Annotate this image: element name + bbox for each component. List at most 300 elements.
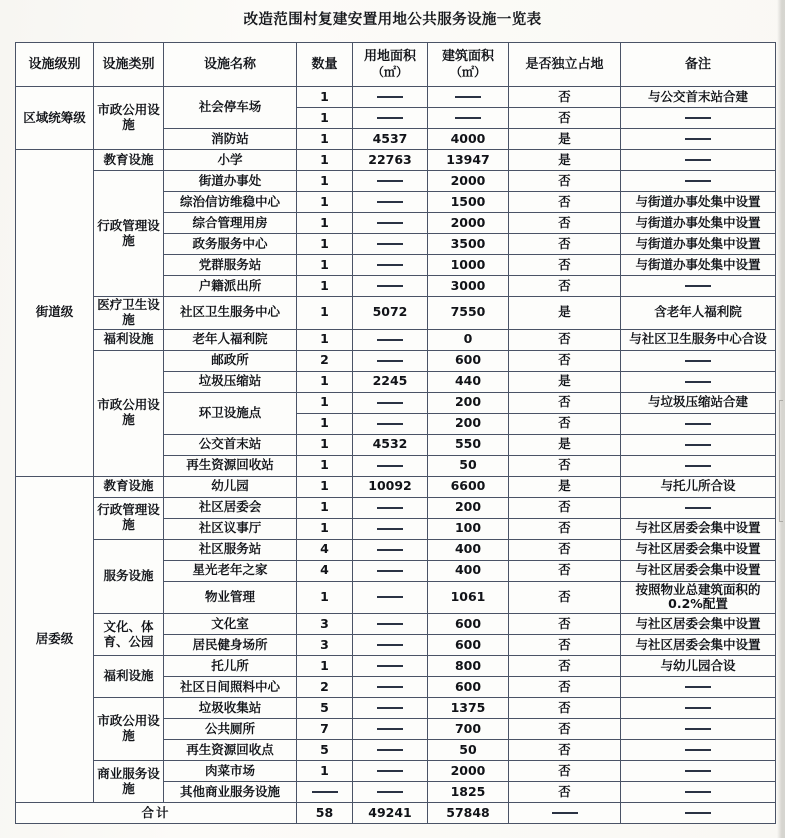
column-header-name: 设施名称 (164, 43, 297, 87)
cell-land-area (353, 276, 428, 297)
cell-remark: 与社区居委会集中设置 (621, 539, 776, 560)
cell-facility-category: 文化、体育、公园 (94, 614, 164, 656)
cell-facility-name: 垃圾收集站 (164, 698, 297, 719)
cell-total-remark (621, 803, 776, 824)
cell-land-area (353, 698, 428, 719)
cell-land-area (353, 413, 428, 434)
dash-mark (312, 791, 338, 793)
scan-edge-line-artifact (779, 400, 783, 522)
cell-remark: 与街道办事处集中设置 (621, 213, 776, 234)
cell-facility-name: 社区服务站 (164, 539, 297, 560)
dash-mark (685, 507, 711, 509)
cell-land-area (353, 635, 428, 656)
cell-independent: 否 (509, 677, 621, 698)
cell-quantity: 1 (297, 329, 353, 350)
cell-land-area: 4537 (353, 129, 428, 150)
dash-mark (377, 749, 403, 751)
cell-remark: 与社区卫生服务中心合设 (621, 329, 776, 350)
cell-quantity: 1 (297, 413, 353, 434)
dash-mark (685, 159, 711, 161)
header-row (16, 43, 776, 87)
cell-remark: 与幼儿园合设 (621, 656, 776, 677)
column-header-quantity: 数量 (297, 43, 353, 87)
cell-quantity: 5 (297, 698, 353, 719)
cell-land-area (353, 329, 428, 350)
dash-mark (377, 596, 403, 598)
table-row (16, 656, 776, 677)
cell-total-quantity: 58 (297, 803, 353, 824)
cell-facility-name: 户籍派出所 (164, 276, 297, 297)
cell-building-area: 1825 (428, 782, 509, 803)
cell-remark: 与街道办事处集中设置 (621, 234, 776, 255)
cell-independent: 否 (509, 455, 621, 476)
dash-mark (377, 402, 403, 404)
dash-mark (685, 381, 711, 383)
dash-mark (685, 180, 711, 182)
dash-mark (377, 770, 403, 772)
dash-mark (377, 644, 403, 646)
cell-land-area (353, 392, 428, 413)
cell-land-area (353, 234, 428, 255)
cell-building-area: 1000 (428, 255, 509, 276)
column-header-independent: 是否独立占地 (509, 43, 621, 87)
cell-facility-name: 肉菜市场 (164, 761, 297, 782)
dash-mark (685, 444, 711, 446)
cell-independent: 否 (509, 329, 621, 350)
cell-quantity: 1 (297, 476, 353, 497)
dash-mark (377, 264, 403, 266)
cell-remark (621, 740, 776, 761)
cell-quantity: 1 (297, 371, 353, 392)
cell-facility-category: 市政公用设施 (94, 87, 164, 150)
cell-remark (621, 782, 776, 803)
dash-mark (552, 812, 578, 814)
cell-quantity: 4 (297, 560, 353, 581)
cell-facility-name: 幼儿园 (164, 476, 297, 497)
cell-facility-category: 市政公用设施 (94, 698, 164, 761)
cell-independent: 是 (509, 434, 621, 455)
cell-independent: 否 (509, 635, 621, 656)
cell-remark: 与公交首末站合建 (621, 87, 776, 108)
cell-independent: 是 (509, 371, 621, 392)
dash-mark (377, 360, 403, 362)
dash-mark (685, 285, 711, 287)
dash-mark (377, 339, 403, 341)
table-row (16, 87, 776, 108)
cell-land-area (353, 192, 428, 213)
cell-facility-level: 居委级 (16, 476, 94, 803)
column-header-remark: 备注 (621, 43, 776, 87)
cell-land-area (353, 213, 428, 234)
cell-facility-category: 市政公用设施 (94, 350, 164, 476)
cell-building-area: 13947 (428, 150, 509, 171)
cell-independent: 否 (509, 171, 621, 192)
cell-facility-name: 政务服务中心 (164, 234, 297, 255)
dash-mark (377, 465, 403, 467)
cell-quantity: 1 (297, 234, 353, 255)
cell-independent: 否 (509, 560, 621, 581)
table-total-row (16, 803, 776, 824)
cell-facility-category: 教育设施 (94, 150, 164, 171)
cell-remark (621, 171, 776, 192)
dash-mark (377, 528, 403, 530)
cell-facility-name: 社会停车场 (164, 87, 297, 129)
dash-mark (685, 812, 711, 814)
cell-remark: 与垃圾压缩站合建 (621, 392, 776, 413)
cell-facility-level: 区域统筹级 (16, 87, 94, 150)
cell-quantity: 1 (297, 455, 353, 476)
cell-land-area (353, 761, 428, 782)
cell-remark (621, 719, 776, 740)
cell-facility-name: 公交首末站 (164, 434, 297, 455)
dash-mark (377, 285, 403, 287)
cell-independent: 否 (509, 392, 621, 413)
cell-land-area (353, 255, 428, 276)
cell-building-area: 600 (428, 635, 509, 656)
dash-mark (377, 117, 403, 119)
cell-quantity: 1 (297, 297, 353, 330)
cell-land-area: 22763 (353, 150, 428, 171)
cell-building-area: 50 (428, 455, 509, 476)
facilities-table (15, 42, 776, 824)
dash-mark (377, 665, 403, 667)
cell-facility-category: 商业服务设施 (94, 761, 164, 803)
cell-quantity: 1 (297, 171, 353, 192)
cell-independent: 否 (509, 698, 621, 719)
dash-mark (377, 96, 403, 98)
cell-facility-name: 垃圾压缩站 (164, 371, 297, 392)
column-header-category: 设施类别 (94, 43, 164, 87)
table-row (16, 350, 776, 371)
column-header-land-area (353, 43, 428, 87)
cell-building-area: 1061 (428, 581, 509, 614)
cell-land-area (353, 518, 428, 539)
cell-remark (621, 761, 776, 782)
cell-total-land-area: 49241 (353, 803, 428, 824)
table-row (16, 297, 776, 330)
cell-facility-name: 居民健身场所 (164, 635, 297, 656)
cell-building-area: 200 (428, 392, 509, 413)
cell-land-area (353, 581, 428, 614)
cell-land-area (353, 171, 428, 192)
column-header-building-area-unit: （㎡） (449, 64, 486, 79)
cell-quantity: 1 (297, 255, 353, 276)
cell-quantity: 1 (297, 392, 353, 413)
cell-quantity: 3 (297, 635, 353, 656)
cell-independent: 否 (509, 413, 621, 434)
cell-facility-name: 综合管理用房 (164, 213, 297, 234)
cell-independent: 否 (509, 656, 621, 677)
cell-facility-name: 托儿所 (164, 656, 297, 677)
cell-land-area (353, 350, 428, 371)
cell-quantity: 1 (297, 108, 353, 129)
dash-mark (377, 180, 403, 182)
cell-land-area (353, 740, 428, 761)
cell-total-independent (509, 803, 621, 824)
cell-facility-name: 街道办事处 (164, 171, 297, 192)
dash-mark (377, 570, 403, 572)
cell-independent: 否 (509, 192, 621, 213)
table-row (16, 150, 776, 171)
cell-remark (621, 455, 776, 476)
cell-building-area: 100 (428, 518, 509, 539)
cell-independent: 否 (509, 108, 621, 129)
cell-independent: 否 (509, 719, 621, 740)
dash-mark (377, 222, 403, 224)
cell-quantity: 1 (297, 87, 353, 108)
cell-land-area: 4532 (353, 434, 428, 455)
cell-building-area (428, 108, 509, 129)
cell-facility-name: 物业管理 (164, 581, 297, 614)
cell-building-area: 1500 (428, 192, 509, 213)
cell-quantity: 1 (297, 656, 353, 677)
cell-remark: 与街道办事处集中设置 (621, 255, 776, 276)
dash-mark (685, 117, 711, 119)
table-header (16, 43, 776, 87)
cell-facility-category: 服务设施 (94, 539, 164, 614)
cell-land-area: 10092 (353, 476, 428, 497)
cell-facility-name: 再生资源回收站 (164, 455, 297, 476)
cell-facility-name: 文化室 (164, 614, 297, 635)
cell-remark: 含老年人福利院 (621, 297, 776, 330)
cell-independent: 否 (509, 740, 621, 761)
cell-facility-name: 消防站 (164, 129, 297, 150)
dash-mark (685, 686, 711, 688)
cell-remark (621, 698, 776, 719)
cell-independent: 否 (509, 350, 621, 371)
cell-independent: 否 (509, 761, 621, 782)
cell-building-area: 600 (428, 677, 509, 698)
dash-mark (685, 728, 711, 730)
dash-mark (377, 623, 403, 625)
cell-remark: 与街道办事处集中设置 (621, 192, 776, 213)
cell-facility-name: 社区居委会 (164, 497, 297, 518)
cell-facility-name: 综治信访维稳中心 (164, 192, 297, 213)
dash-mark (685, 707, 711, 709)
dash-mark (377, 507, 403, 509)
cell-quantity: 1 (297, 434, 353, 455)
cell-remark (621, 350, 776, 371)
dash-mark (455, 117, 481, 119)
cell-remark: 与托儿所合设 (621, 476, 776, 497)
table-row (16, 614, 776, 635)
cell-building-area: 200 (428, 497, 509, 518)
cell-land-area (353, 656, 428, 677)
cell-land-area (353, 614, 428, 635)
cell-land-area (353, 455, 428, 476)
cell-remark (621, 497, 776, 518)
cell-facility-level: 街道级 (16, 150, 94, 477)
cell-independent: 是 (509, 129, 621, 150)
cell-building-area: 3000 (428, 276, 509, 297)
column-header-building-area (428, 43, 509, 87)
cell-facility-category: 福利设施 (94, 656, 164, 698)
cell-quantity (297, 782, 353, 803)
cell-land-area (353, 87, 428, 108)
cell-land-area (353, 497, 428, 518)
cell-independent: 否 (509, 87, 621, 108)
cell-quantity: 7 (297, 719, 353, 740)
cell-remark (621, 413, 776, 434)
table-row (16, 539, 776, 560)
cell-building-area: 550 (428, 434, 509, 455)
cell-building-area (428, 87, 509, 108)
cell-facility-name: 邮政所 (164, 350, 297, 371)
cell-facility-name: 社区卫生服务中心 (164, 297, 297, 330)
cell-land-area (353, 108, 428, 129)
dash-mark (377, 686, 403, 688)
cell-facility-category: 行政管理设施 (94, 497, 164, 539)
cell-building-area: 0 (428, 329, 509, 350)
cell-building-area: 2000 (428, 171, 509, 192)
cell-independent: 否 (509, 276, 621, 297)
cell-remark (621, 371, 776, 392)
dash-mark (377, 201, 403, 203)
cell-building-area: 2000 (428, 213, 509, 234)
dash-mark (685, 360, 711, 362)
cell-independent: 否 (509, 581, 621, 614)
cell-land-area: 2245 (353, 371, 428, 392)
cell-independent: 是 (509, 150, 621, 171)
dash-mark (377, 423, 403, 425)
cell-quantity: 1 (297, 581, 353, 614)
dash-mark (685, 770, 711, 772)
cell-remark: 与社区居委会集中设置 (621, 560, 776, 581)
column-header-land-area-label: 用地面积 (363, 49, 416, 65)
cell-facility-name: 老年人福利院 (164, 329, 297, 350)
cell-facility-name: 党群服务站 (164, 255, 297, 276)
cell-land-area (353, 560, 428, 581)
cell-independent: 否 (509, 234, 621, 255)
cell-total-building-area: 57848 (428, 803, 509, 824)
cell-remark: 与社区居委会集中设置 (621, 518, 776, 539)
dash-mark (377, 707, 403, 709)
dash-mark (685, 465, 711, 467)
cell-building-area: 700 (428, 719, 509, 740)
cell-quantity: 2 (297, 350, 353, 371)
cell-building-area: 440 (428, 371, 509, 392)
table-row (16, 698, 776, 719)
cell-remark (621, 129, 776, 150)
cell-quantity: 1 (297, 129, 353, 150)
cell-quantity: 1 (297, 497, 353, 518)
cell-building-area: 6600 (428, 476, 509, 497)
page-title: 改造范围村复建安置用地公共服务设施一览表 (243, 12, 542, 28)
facilities-table-wrap (15, 42, 775, 824)
cell-total-label: 合计 (16, 803, 297, 824)
cell-remark (621, 677, 776, 698)
cell-remark (621, 276, 776, 297)
cell-building-area: 400 (428, 560, 509, 581)
cell-land-area (353, 677, 428, 698)
cell-independent: 否 (509, 614, 621, 635)
table-row (16, 497, 776, 518)
cell-remark: 与社区居委会集中设置 (621, 635, 776, 656)
dash-mark (377, 549, 403, 551)
cell-building-area: 800 (428, 656, 509, 677)
cell-facility-name: 公共厕所 (164, 719, 297, 740)
cell-independent: 否 (509, 782, 621, 803)
cell-quantity: 1 (297, 192, 353, 213)
cell-land-area (353, 719, 428, 740)
cell-quantity: 5 (297, 740, 353, 761)
column-header-land-area-unit: （㎡） (371, 64, 408, 79)
table-body (16, 87, 776, 824)
table-row (16, 329, 776, 350)
cell-remark (621, 108, 776, 129)
cell-facility-name: 小学 (164, 150, 297, 171)
cell-independent: 否 (509, 497, 621, 518)
cell-building-area: 2000 (428, 761, 509, 782)
cell-facility-name: 社区议事厅 (164, 518, 297, 539)
cell-building-area: 600 (428, 350, 509, 371)
dash-mark (377, 728, 403, 730)
cell-independent: 否 (509, 518, 621, 539)
cell-quantity: 1 (297, 150, 353, 171)
cell-building-area: 50 (428, 740, 509, 761)
cell-independent: 否 (509, 213, 621, 234)
cell-quantity: 2 (297, 677, 353, 698)
cell-quantity: 3 (297, 614, 353, 635)
cell-building-area: 600 (428, 614, 509, 635)
cell-independent: 是 (509, 476, 621, 497)
cell-remark (621, 434, 776, 455)
dash-mark (377, 791, 403, 793)
dash-mark (685, 423, 711, 425)
dash-mark (685, 138, 711, 140)
dash-mark (377, 243, 403, 245)
dash-mark (455, 96, 481, 98)
scan-edge-artifact (777, 0, 785, 838)
cell-facility-category: 行政管理设施 (94, 171, 164, 297)
cell-land-area (353, 782, 428, 803)
dash-mark (685, 791, 711, 793)
cell-independent: 否 (509, 539, 621, 560)
cell-quantity: 1 (297, 276, 353, 297)
cell-facility-category: 福利设施 (94, 329, 164, 350)
cell-quantity: 1 (297, 213, 353, 234)
cell-facility-name: 再生资源回收点 (164, 740, 297, 761)
cell-facility-name: 环卫设施点 (164, 392, 297, 434)
cell-land-area: 5072 (353, 297, 428, 330)
cell-remark: 与社区居委会集中设置 (621, 614, 776, 635)
cell-building-area: 3500 (428, 234, 509, 255)
cell-quantity: 4 (297, 539, 353, 560)
table-row (16, 761, 776, 782)
cell-land-area (353, 539, 428, 560)
column-header-building-area-label: 建筑面积 (441, 49, 494, 65)
cell-facility-category: 医疗卫生设施 (94, 297, 164, 330)
cell-building-area: 400 (428, 539, 509, 560)
table-row (16, 476, 776, 497)
cell-independent: 是 (509, 297, 621, 330)
cell-building-area: 7550 (428, 297, 509, 330)
cell-building-area: 1375 (428, 698, 509, 719)
cell-facility-name: 星光老年之家 (164, 560, 297, 581)
cell-building-area: 4000 (428, 129, 509, 150)
cell-remark (621, 150, 776, 171)
column-header-level: 设施级别 (16, 43, 94, 87)
cell-facility-category: 教育设施 (94, 476, 164, 497)
cell-remark: 按照物业总建筑面积的0.2%配置 (621, 581, 776, 614)
cell-quantity: 1 (297, 518, 353, 539)
cell-quantity: 1 (297, 761, 353, 782)
dash-mark (685, 749, 711, 751)
table-row (16, 171, 776, 192)
cell-independent: 否 (509, 255, 621, 276)
cell-building-area: 200 (428, 413, 509, 434)
cell-facility-name: 其他商业服务设施 (164, 782, 297, 803)
